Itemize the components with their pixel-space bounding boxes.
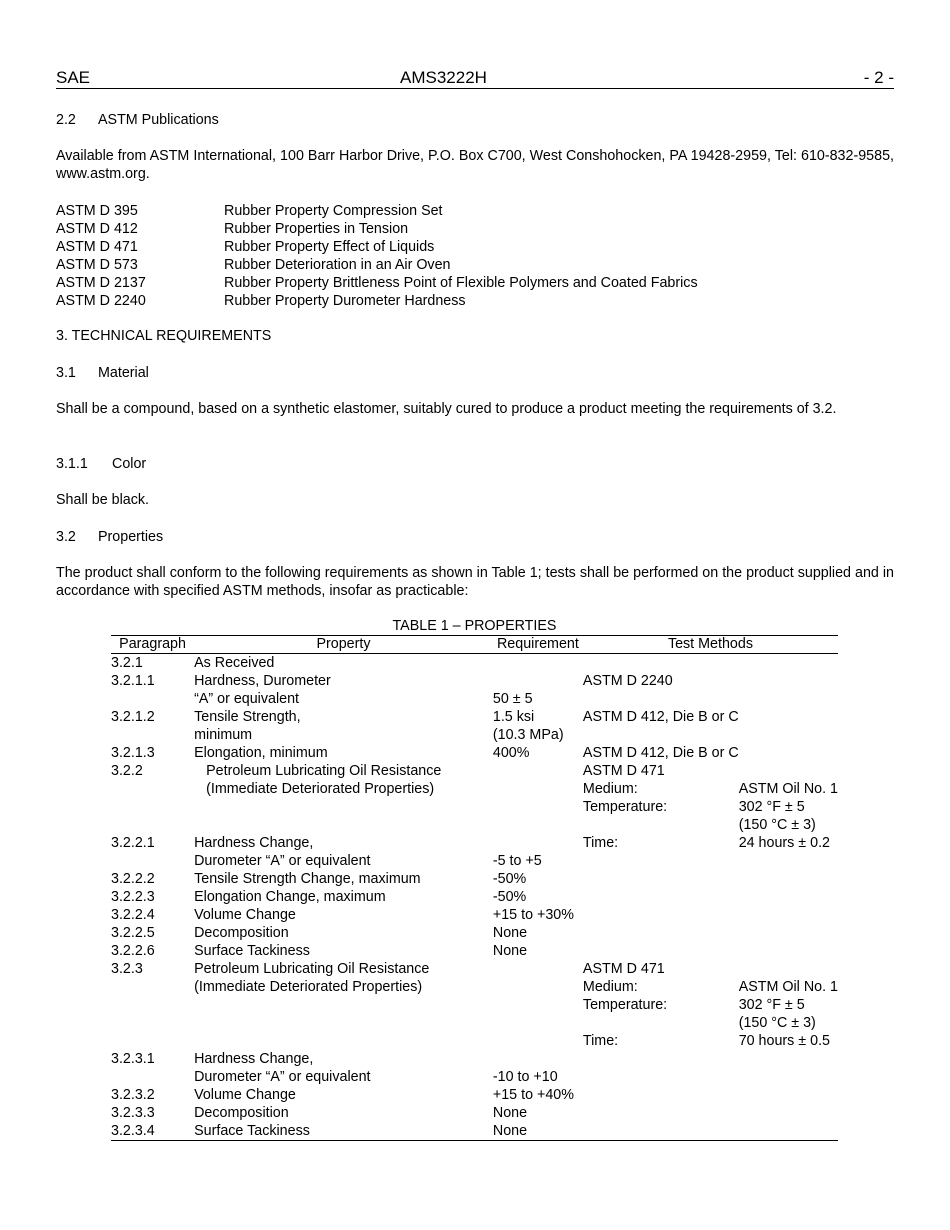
test-method-value-cell: 302 °F ± 5 — [738, 997, 805, 1013]
table-row — [111, 942, 838, 960]
test-method-value-cell — [739, 744, 838, 762]
property-cell: (Immediate Deteriorated Properties) — [194, 979, 423, 995]
reference-item — [56, 292, 698, 310]
test-method-value-cell — [739, 690, 838, 708]
test-method-label-cell — [583, 1104, 739, 1122]
test-method-value-cell: 302 °F ± 5 — [738, 799, 805, 815]
requirement-cell — [493, 816, 583, 834]
test-method-value-cell — [739, 1050, 838, 1068]
reference-list — [56, 202, 698, 310]
property-cell: Elongation, minimum — [194, 745, 328, 761]
test-method-label-cell: ASTM D 471 — [582, 763, 665, 779]
paragraph-cell: 3.2.3.4 — [111, 1122, 194, 1141]
test-method-value-cell — [739, 708, 838, 726]
test-method-label-cell — [583, 654, 739, 673]
test-method-label-cell — [583, 924, 739, 942]
requirement-cell — [493, 780, 583, 798]
table-row — [111, 924, 838, 942]
col-header-property: Property — [194, 636, 493, 654]
table-row — [111, 1104, 838, 1122]
test-method-value-cell: 24 hours ± 0.2 — [738, 835, 830, 851]
table-row — [111, 906, 838, 924]
property-cell: minimum — [194, 727, 253, 743]
test-method-label-cell — [583, 1050, 739, 1068]
test-method-value-cell — [739, 1086, 838, 1104]
section-title: Color — [112, 456, 147, 472]
test-method-value-cell — [739, 960, 838, 978]
table-header-row — [111, 636, 838, 654]
reference-item — [56, 256, 698, 274]
property-cell: Tensile Strength, — [194, 709, 301, 725]
requirement-cell: None — [492, 925, 528, 941]
section-number: 2.2 — [56, 112, 76, 128]
page-header — [56, 68, 894, 89]
test-method-label-cell — [583, 726, 739, 744]
section-3-1-heading — [56, 364, 894, 382]
requirement-cell: None — [493, 1122, 583, 1141]
test-method-label-cell — [583, 852, 739, 870]
table-row — [111, 1014, 838, 1032]
table-row — [111, 1068, 838, 1086]
property-cell: (Immediate Deteriorated Properties) — [206, 781, 435, 797]
test-method-value-cell — [739, 726, 838, 744]
astm-availability-text: Available from ASTM International, 100 Barr Harbor Drive, P.O. Box C700, West Conshohocken, PA 19428-2959, Tel: 610-832-9585, www.astm.org. — [56, 148, 894, 182]
test-method-value-cell — [739, 906, 838, 924]
test-method-value-cell: ASTM Oil No. 1 — [738, 979, 838, 995]
test-method-label-cell: ASTM D 2240 — [582, 673, 673, 689]
property-cell: Petroleum Lubricating Oil Resistance — [194, 961, 430, 977]
test-method-label-cell: Temperature: — [582, 799, 668, 815]
section-2-2-heading — [56, 111, 894, 129]
property-cell: Volume Change — [194, 907, 296, 923]
table-row — [111, 798, 838, 816]
table-row — [111, 654, 838, 673]
paragraph-cell: 3.2.2.1 — [111, 835, 155, 851]
test-method-label-cell — [583, 1086, 739, 1104]
requirement-cell: -5 to +5 — [492, 853, 542, 869]
requirement-cell: -50% — [492, 871, 527, 887]
test-method-label-cell — [583, 1122, 739, 1141]
properties-table-container — [111, 617, 838, 1141]
paragraph-cell — [111, 816, 194, 834]
table-row — [111, 996, 838, 1014]
property-cell: Decomposition — [194, 1105, 289, 1121]
requirement-cell — [493, 762, 583, 780]
requirement-cell — [493, 1032, 583, 1050]
property-cell: Surface Tackiness — [194, 1122, 493, 1141]
paragraph-cell: 3.2.3 — [111, 961, 143, 977]
table-row — [111, 960, 838, 978]
test-method-value-cell — [739, 1122, 838, 1141]
properties-text: The product shall conform to the following requirements as shown in Table 1; tests shall be performed on the product supplied and in accordance with specified ASTM methods, insofar as practicable: — [56, 565, 894, 599]
paragraph-cell — [111, 1014, 194, 1032]
test-method-value-cell — [739, 1068, 838, 1086]
paragraph-cell: 3.2.3.1 — [111, 1051, 155, 1067]
reference-code: ASTM D 412 — [56, 221, 138, 237]
section-title: Material — [98, 365, 149, 381]
test-method-value-cell — [739, 672, 838, 690]
paragraph-cell — [111, 780, 194, 798]
property-cell — [194, 798, 493, 816]
reference-title: Rubber Property Durometer Hardness — [224, 293, 466, 309]
paragraph-cell — [111, 852, 194, 870]
reference-item — [56, 220, 698, 238]
paragraph-cell: 3.2.2.2 — [111, 871, 155, 887]
paragraph-cell — [111, 798, 194, 816]
paragraph-cell — [111, 690, 194, 708]
table-row — [111, 816, 838, 834]
property-cell: Hardness Change, — [194, 835, 314, 851]
paragraph-cell: 3.2.3.2 — [111, 1087, 155, 1103]
section-title: ASTM Publications — [98, 112, 219, 128]
reference-item — [56, 274, 698, 292]
requirement-cell: +15 to +30% — [492, 907, 574, 923]
test-method-label-cell: Medium: — [582, 781, 638, 797]
test-method-value-cell: ASTM Oil No. 1 — [738, 781, 838, 797]
col-header-requirement: Requirement — [493, 636, 583, 654]
col-header-paragraph: Paragraph — [111, 636, 194, 654]
paragraph-cell: 3.2.2.3 — [111, 889, 155, 905]
table-row — [111, 672, 838, 690]
paragraph-cell — [111, 978, 194, 996]
col-header-test-methods: Test Methods — [583, 636, 838, 654]
test-method-value-cell — [739, 762, 838, 780]
section-3-1-1-heading — [56, 455, 894, 473]
reference-code: ASTM D 395 — [56, 203, 138, 219]
material-text: Shall be a compound, based on a synthetic elastomer, suitably cured to produce a product meeting the requirements of 3.2. — [56, 401, 837, 417]
paragraph-cell: 3.2.2.4 — [111, 907, 155, 923]
test-method-label-cell — [583, 888, 739, 906]
paragraph-cell: 3.2.1.1 — [111, 673, 155, 689]
header-doc-number: AMS3222H — [400, 68, 487, 87]
requirement-cell — [493, 654, 583, 673]
property-cell: Volume Change — [194, 1087, 296, 1103]
reference-code: ASTM D 471 — [56, 239, 138, 255]
property-cell: As Received — [194, 655, 275, 671]
color-text: Shall be black. — [56, 492, 149, 508]
requirement-cell — [493, 978, 583, 996]
reference-code: ASTM D 2240 — [56, 293, 146, 309]
test-method-value-cell: (150 °C ± 3) — [738, 817, 816, 833]
requirement-cell — [493, 996, 583, 1014]
paragraph-cell — [111, 1032, 194, 1050]
section-3-2-heading — [56, 528, 894, 546]
test-method-label-cell — [583, 906, 739, 924]
property-cell: “A” or equivalent — [194, 691, 300, 707]
test-method-value-cell — [739, 942, 838, 960]
requirement-cell — [493, 672, 583, 690]
table-title: TABLE 1 – PROPERTIES — [392, 618, 557, 634]
header-org: SAE — [56, 68, 91, 87]
paragraph-cell — [111, 1068, 194, 1086]
requirement-cell: +15 to +40% — [492, 1087, 574, 1103]
table-row — [111, 852, 838, 870]
reference-title: Rubber Property Brittleness Point of Flexible Polymers and Coated Fabrics — [224, 275, 698, 291]
property-cell — [194, 1032, 493, 1050]
table-row — [111, 708, 838, 726]
test-method-label-cell: ASTM D 412, Die B or C — [582, 745, 739, 761]
property-cell: Tensile Strength Change, maximum — [194, 871, 421, 887]
table-row — [111, 1050, 838, 1068]
test-method-label-cell — [583, 1014, 739, 1032]
table-row — [111, 1122, 838, 1141]
table-row — [111, 780, 838, 798]
reference-code: ASTM D 573 — [56, 257, 138, 273]
test-method-value-cell — [739, 852, 838, 870]
table-row — [111, 762, 838, 780]
property-cell: Decomposition — [194, 925, 289, 941]
table-row — [111, 726, 838, 744]
paragraph-cell: 3.2.1.3 — [111, 745, 155, 761]
reference-title: Rubber Properties in Tension — [224, 221, 409, 237]
paragraph-cell — [111, 726, 194, 744]
section-number: 3.2 — [56, 529, 76, 545]
reference-item — [56, 202, 698, 220]
requirement-cell: -50% — [492, 889, 527, 905]
section-title: Properties — [98, 529, 164, 545]
test-method-label-cell — [583, 1068, 739, 1086]
table-row — [111, 1086, 838, 1104]
requirement-cell — [493, 1050, 583, 1068]
test-method-label-cell: Time: — [582, 835, 619, 851]
requirement-cell: None — [492, 1105, 528, 1121]
section-number: 3.1 — [56, 365, 76, 381]
table-row — [111, 834, 838, 852]
test-method-value-cell — [739, 924, 838, 942]
paragraph-cell — [111, 996, 194, 1014]
requirement-cell: None — [492, 943, 528, 959]
reference-title: Rubber Property Effect of Liquids — [224, 239, 435, 255]
property-cell — [194, 1014, 493, 1032]
requirement-cell — [493, 960, 583, 978]
reference-title: Rubber Property Compression Set — [224, 203, 443, 219]
requirement-cell: 50 ± 5 — [492, 691, 533, 707]
requirement-cell: -10 to +10 — [492, 1069, 558, 1085]
section-number: 3.1.1 — [56, 456, 88, 472]
test-method-label-cell: Time: — [582, 1033, 619, 1049]
property-cell: Hardness, Durometer — [194, 673, 331, 689]
requirement-cell: 1.5 ksi — [492, 709, 535, 725]
property-cell — [194, 816, 493, 834]
property-cell: Durometer “A” or equivalent — [194, 1069, 371, 1085]
test-method-label-cell: Medium: — [582, 979, 638, 995]
test-method-label-cell: ASTM D 412, Die B or C — [582, 709, 739, 725]
table-body — [111, 654, 838, 1141]
table-row — [111, 978, 838, 996]
test-method-label-cell: ASTM D 471 — [582, 961, 665, 977]
test-method-value-cell — [739, 1104, 838, 1122]
requirement-cell: (10.3 MPa) — [492, 727, 564, 743]
reference-title: Rubber Deterioration in an Air Oven — [224, 257, 451, 273]
property-cell: Elongation Change, maximum — [194, 889, 386, 905]
reference-item — [56, 238, 698, 256]
requirement-cell — [493, 1014, 583, 1032]
header-page-number: - 2 - — [863, 68, 894, 87]
table-row — [111, 744, 838, 762]
test-method-value-cell: (150 °C ± 3) — [738, 1015, 816, 1031]
test-method-value-cell — [739, 870, 838, 888]
requirement-cell: 400% — [492, 745, 530, 761]
paragraph-cell: 3.2.2 — [111, 763, 143, 779]
test-method-value-cell: 70 hours ± 0.5 — [738, 1033, 830, 1049]
reference-code: ASTM D 2137 — [56, 275, 146, 291]
test-method-label-cell — [583, 870, 739, 888]
test-method-value-cell — [739, 888, 838, 906]
section-3-heading: 3. TECHNICAL REQUIREMENTS — [56, 328, 272, 344]
paragraph-cell: 3.2.1.2 — [111, 709, 155, 725]
requirement-cell — [493, 834, 583, 852]
table-row — [111, 888, 838, 906]
test-method-label-cell: Temperature: — [582, 997, 668, 1013]
properties-table — [111, 635, 838, 1141]
test-method-label-cell — [583, 690, 739, 708]
requirement-cell — [493, 798, 583, 816]
table-row — [111, 870, 838, 888]
paragraph-cell: 3.2.3.3 — [111, 1105, 155, 1121]
property-cell: Petroleum Lubricating Oil Resistance — [206, 763, 442, 779]
paragraph-cell: 3.2.1 — [111, 655, 143, 671]
paragraph-cell: 3.2.2.5 — [111, 925, 155, 941]
test-method-value-cell — [739, 654, 838, 673]
paragraph-cell: 3.2.2.6 — [111, 943, 155, 959]
property-cell — [194, 996, 493, 1014]
table-row — [111, 1032, 838, 1050]
property-cell: Hardness Change, — [194, 1051, 314, 1067]
test-method-label-cell — [583, 942, 739, 960]
property-cell: Surface Tackiness — [194, 943, 310, 959]
property-cell: Durometer “A” or equivalent — [194, 853, 371, 869]
test-method-label-cell — [583, 816, 739, 834]
table-row — [111, 690, 838, 708]
